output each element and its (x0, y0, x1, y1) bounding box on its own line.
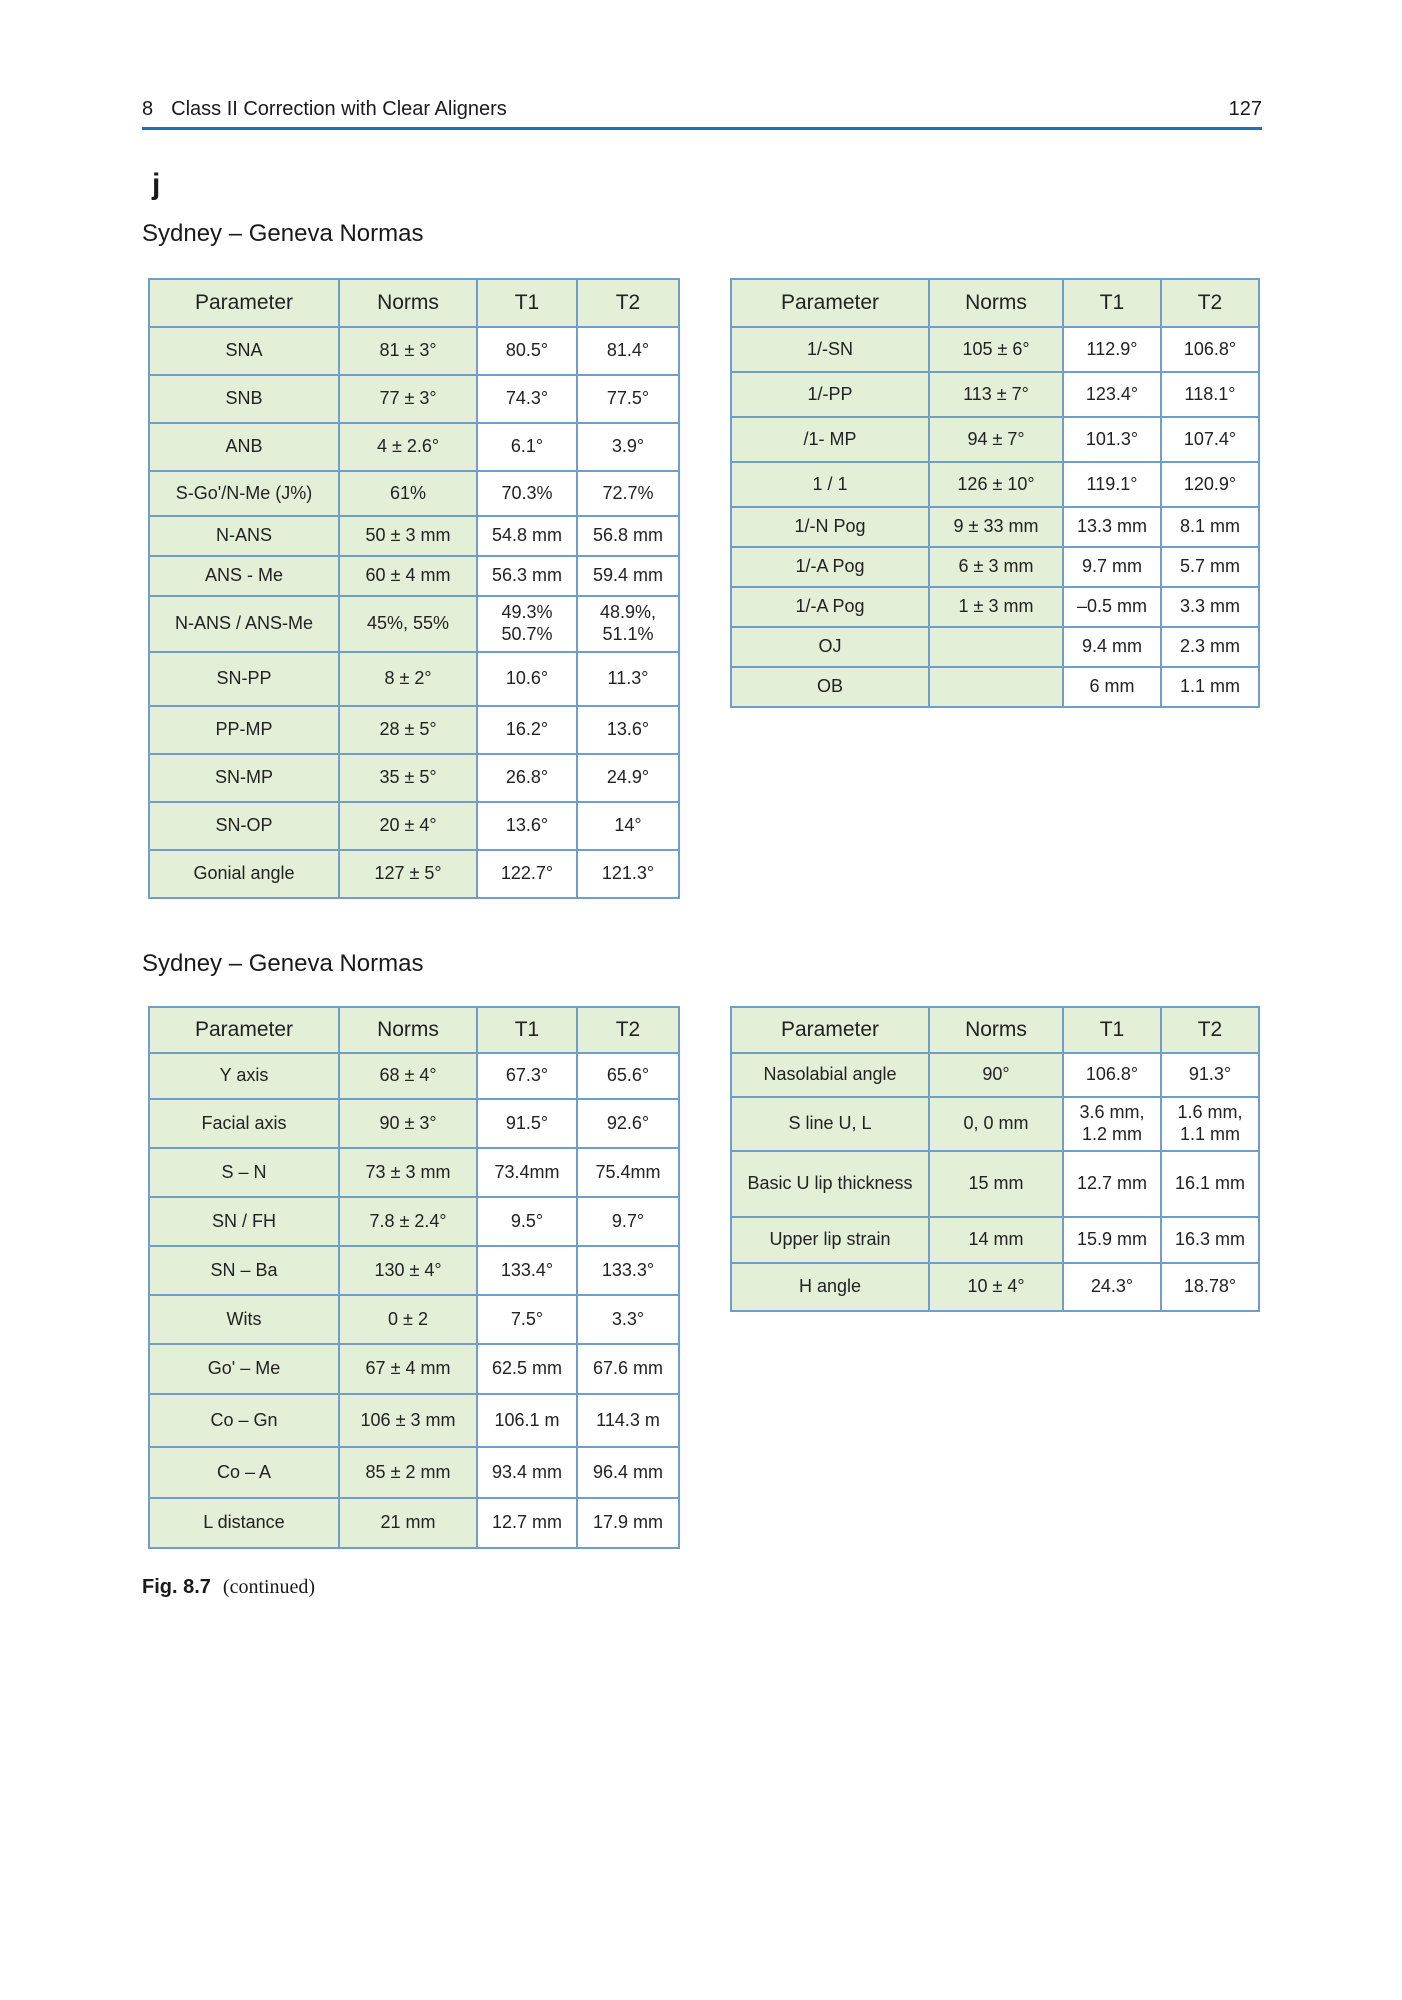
t2-cell: 77.5° (577, 375, 679, 423)
param-cell: SNA (149, 327, 339, 375)
table-header-row (149, 279, 679, 327)
table-header-row (149, 1007, 679, 1053)
table-row (149, 1099, 679, 1148)
norm-cell: 105 ± 6° (929, 327, 1063, 372)
column-header: Norms (339, 1007, 477, 1053)
param-cell: 1/-SN (731, 327, 929, 372)
norm-cell: 45%, 55% (339, 596, 477, 652)
param-cell: S – N (149, 1148, 339, 1197)
figure-label: Fig. 8.7 (142, 1576, 211, 1598)
t1-cell: 24.3° (1063, 1263, 1161, 1311)
t2-cell: 16.1 mm (1161, 1151, 1259, 1217)
column-header: T2 (577, 1007, 679, 1053)
t1-cell: 9.4 mm (1063, 627, 1161, 667)
t1-cell: 106.8° (1063, 1053, 1161, 1097)
t2-cell: 91.3° (1161, 1053, 1259, 1097)
t2-cell: 17.9 mm (577, 1498, 679, 1548)
chapter-number: 8 (142, 98, 154, 120)
norm-cell: 6 ± 3 mm (929, 547, 1063, 587)
column-header: Norms (339, 279, 477, 327)
param-cell: Wits (149, 1295, 339, 1344)
norm-cell: 113 ± 7° (929, 372, 1063, 417)
table-row (731, 667, 1259, 707)
column-header: Norms (929, 1007, 1063, 1053)
param-cell: Go' – Me (149, 1344, 339, 1394)
table-row (149, 754, 679, 802)
t2-cell: 118.1° (1161, 372, 1259, 417)
param-cell: Gonial angle (149, 850, 339, 898)
param-cell: PP-MP (149, 706, 339, 754)
norm-cell: 127 ± 5° (339, 850, 477, 898)
page-number: 127 (1228, 98, 1262, 120)
table-row (149, 1394, 679, 1447)
t1-cell: 56.3 mm (477, 556, 577, 596)
column-header: T1 (1063, 279, 1161, 327)
t2-cell: 8.1 mm (1161, 507, 1259, 547)
norm-cell: 15 mm (929, 1151, 1063, 1217)
t2-cell: 9.7° (577, 1197, 679, 1246)
t1-cell: 6 mm (1063, 667, 1161, 707)
t1-cell: 54.8 mm (477, 516, 577, 556)
column-header: Parameter (149, 1007, 339, 1053)
table-row (731, 1217, 1259, 1263)
t1-cell: 122.7° (477, 850, 577, 898)
table-row (731, 627, 1259, 667)
norm-cell: 94 ± 7° (929, 417, 1063, 462)
table-row (731, 327, 1259, 372)
param-cell: L distance (149, 1498, 339, 1548)
table-skeletal-norms-2 (148, 1006, 680, 1549)
norm-cell: 28 ± 5° (339, 706, 477, 754)
param-cell: 1/-A Pog (731, 587, 929, 627)
norm-cell: 130 ± 4° (339, 1246, 477, 1295)
t1-cell: 16.2° (477, 706, 577, 754)
t1-cell: 91.5° (477, 1099, 577, 1148)
column-header: Norms (929, 279, 1063, 327)
t1-cell: 106.1 m (477, 1394, 577, 1447)
table-row (149, 375, 679, 423)
table-skeletal-norms (148, 278, 680, 899)
param-cell: H angle (731, 1263, 929, 1311)
column-header: T2 (577, 279, 679, 327)
param-cell: OB (731, 667, 929, 707)
norm-cell (929, 667, 1063, 707)
t2-cell: 18.78° (1161, 1263, 1259, 1311)
t1-cell: 13.6° (477, 802, 577, 850)
t1-cell: 9.5° (477, 1197, 577, 1246)
t1-cell: 74.3° (477, 375, 577, 423)
column-header: T1 (1063, 1007, 1161, 1053)
t2-cell: 3.3° (577, 1295, 679, 1344)
t2-cell: 3.3 mm (1161, 587, 1259, 627)
param-cell: Facial axis (149, 1099, 339, 1148)
param-cell: ANS - Me (149, 556, 339, 596)
table-dental-norms (730, 278, 1260, 708)
table-row (149, 327, 679, 375)
figure-caption (142, 1576, 315, 1599)
t1-cell: 112.9° (1063, 327, 1161, 372)
t1-cell: 10.6° (477, 652, 577, 706)
param-cell: SN-PP (149, 652, 339, 706)
param-cell: 1 / 1 (731, 462, 929, 507)
t2-cell: 133.3° (577, 1246, 679, 1295)
table-row (149, 1498, 679, 1548)
table-row (731, 1263, 1259, 1311)
norm-cell: 21 mm (339, 1498, 477, 1548)
t2-cell: 48.9%, 51.1% (577, 596, 679, 652)
column-header: T2 (1161, 1007, 1259, 1053)
param-cell: Upper lip strain (731, 1217, 929, 1263)
column-header: T1 (477, 1007, 577, 1053)
norm-cell: 77 ± 3° (339, 375, 477, 423)
table-row (731, 587, 1259, 627)
param-cell: S line U, L (731, 1097, 929, 1151)
t2-cell: 11.3° (577, 652, 679, 706)
column-header: T1 (477, 279, 577, 327)
panel-letter: j (152, 168, 161, 201)
param-cell: 1/-A Pog (731, 547, 929, 587)
table-soft-tissue-norms (730, 1006, 1260, 1312)
norm-cell: 8 ± 2° (339, 652, 477, 706)
figure-caption-text: (continued) (222, 1576, 316, 1598)
norm-cell: 90 ± 3° (339, 1099, 477, 1148)
table-row (149, 1295, 679, 1344)
section-title-2: Sydney – Geneva Normas (142, 950, 424, 977)
table-row (731, 547, 1259, 587)
norm-cell: 85 ± 2 mm (339, 1447, 477, 1498)
table-row (731, 462, 1259, 507)
t2-cell: 96.4 mm (577, 1447, 679, 1498)
table-row (149, 1148, 679, 1197)
table-row (731, 1097, 1259, 1151)
table-row (731, 507, 1259, 547)
table-row (149, 1053, 679, 1099)
norm-cell: 60 ± 4 mm (339, 556, 477, 596)
t1-cell: 9.7 mm (1063, 547, 1161, 587)
t2-cell: 3.9° (577, 423, 679, 471)
t1-cell: 6.1° (477, 423, 577, 471)
param-cell: OJ (731, 627, 929, 667)
norm-cell (929, 627, 1063, 667)
t2-cell: 120.9° (1161, 462, 1259, 507)
param-cell: N-ANS / ANS-Me (149, 596, 339, 652)
param-cell: /1- MP (731, 417, 929, 462)
norm-cell: 0, 0 mm (929, 1097, 1063, 1151)
t1-cell: 15.9 mm (1063, 1217, 1161, 1263)
t2-cell: 14° (577, 802, 679, 850)
table-row (149, 556, 679, 596)
t1-cell: 62.5 mm (477, 1344, 577, 1394)
t1-cell: 67.3° (477, 1053, 577, 1099)
norm-cell: 126 ± 10° (929, 462, 1063, 507)
t1-cell: 70.3% (477, 471, 577, 516)
table-header-row (731, 1007, 1259, 1053)
t2-cell: 72.7% (577, 471, 679, 516)
param-cell: Co – A (149, 1447, 339, 1498)
norm-cell: 50 ± 3 mm (339, 516, 477, 556)
param-cell: SN-MP (149, 754, 339, 802)
t1-cell: 93.4 mm (477, 1447, 577, 1498)
t2-cell: 1.1 mm (1161, 667, 1259, 707)
table-row (149, 471, 679, 516)
t2-cell: 67.6 mm (577, 1344, 679, 1394)
t1-cell: 73.4mm (477, 1148, 577, 1197)
table-row (149, 1447, 679, 1498)
t2-cell: 16.3 mm (1161, 1217, 1259, 1263)
t2-cell: 106.8° (1161, 327, 1259, 372)
norm-cell: 106 ± 3 mm (339, 1394, 477, 1447)
column-header: Parameter (731, 1007, 929, 1053)
t2-cell: 13.6° (577, 706, 679, 754)
norm-cell: 0 ± 2 (339, 1295, 477, 1344)
param-cell: 1/-PP (731, 372, 929, 417)
table-row (149, 1246, 679, 1295)
table-row (149, 516, 679, 556)
param-cell: Co – Gn (149, 1394, 339, 1447)
param-cell: Basic U lip thickness (731, 1151, 929, 1217)
t1-cell: 12.7 mm (1063, 1151, 1161, 1217)
t1-cell: 119.1° (1063, 462, 1161, 507)
table-header-row (731, 279, 1259, 327)
norm-cell: 67 ± 4 mm (339, 1344, 477, 1394)
param-cell: N-ANS (149, 516, 339, 556)
norm-cell: 4 ± 2.6° (339, 423, 477, 471)
t2-cell: 114.3 m (577, 1394, 679, 1447)
t2-cell: 121.3° (577, 850, 679, 898)
t1-cell: 49.3% 50.7% (477, 596, 577, 652)
norm-cell: 10 ± 4° (929, 1263, 1063, 1311)
table-row (149, 1344, 679, 1394)
t2-cell: 81.4° (577, 327, 679, 375)
t1-cell: 133.4° (477, 1246, 577, 1295)
norm-cell: 35 ± 5° (339, 754, 477, 802)
table-row (149, 802, 679, 850)
param-cell: SN-OP (149, 802, 339, 850)
t2-cell: 59.4 mm (577, 556, 679, 596)
param-cell: S-Go'/N-Me (J%) (149, 471, 339, 516)
column-header: T2 (1161, 279, 1259, 327)
t2-cell: 92.6° (577, 1099, 679, 1148)
norm-cell: 20 ± 4° (339, 802, 477, 850)
param-cell: SNB (149, 375, 339, 423)
param-cell: 1/-N Pog (731, 507, 929, 547)
chapter-title: Class II Correction with Clear Aligners (171, 98, 507, 120)
norm-cell: 81 ± 3° (339, 327, 477, 375)
t1-cell: 101.3° (1063, 417, 1161, 462)
section-title-1: Sydney – Geneva Normas (142, 220, 424, 247)
norm-cell: 61% (339, 471, 477, 516)
param-cell: SN – Ba (149, 1246, 339, 1295)
norm-cell: 73 ± 3 mm (339, 1148, 477, 1197)
norm-cell: 14 mm (929, 1217, 1063, 1263)
table-row (149, 706, 679, 754)
param-cell: ANB (149, 423, 339, 471)
norm-cell: 9 ± 33 mm (929, 507, 1063, 547)
t2-cell: 107.4° (1161, 417, 1259, 462)
t2-cell: 24.9° (577, 754, 679, 802)
table-row (731, 417, 1259, 462)
norm-cell: 7.8 ± 2.4° (339, 1197, 477, 1246)
t1-cell: 3.6 mm, 1.2 mm (1063, 1097, 1161, 1151)
table-row (149, 423, 679, 471)
param-cell: Nasolabial angle (731, 1053, 929, 1097)
t1-cell: 123.4° (1063, 372, 1161, 417)
t2-cell: 1.6 mm, 1.1 mm (1161, 1097, 1259, 1151)
t1-cell: 13.3 mm (1063, 507, 1161, 547)
t2-cell: 5.7 mm (1161, 547, 1259, 587)
column-header: Parameter (149, 279, 339, 327)
norm-cell: 68 ± 4° (339, 1053, 477, 1099)
t1-cell: –0.5 mm (1063, 587, 1161, 627)
column-header: Parameter (731, 279, 929, 327)
table-row (149, 596, 679, 652)
t2-cell: 56.8 mm (577, 516, 679, 556)
running-header (142, 96, 1262, 130)
param-cell: SN / FH (149, 1197, 339, 1246)
table-row (731, 372, 1259, 417)
table-row (149, 652, 679, 706)
table-row (149, 1197, 679, 1246)
table-row (731, 1053, 1259, 1097)
norm-cell: 1 ± 3 mm (929, 587, 1063, 627)
t1-cell: 12.7 mm (477, 1498, 577, 1548)
t2-cell: 65.6° (577, 1053, 679, 1099)
t1-cell: 7.5° (477, 1295, 577, 1344)
t1-cell: 26.8° (477, 754, 577, 802)
t2-cell: 75.4mm (577, 1148, 679, 1197)
norm-cell: 90° (929, 1053, 1063, 1097)
t1-cell: 80.5° (477, 327, 577, 375)
t2-cell: 2.3 mm (1161, 627, 1259, 667)
table-row (149, 850, 679, 898)
chapter-heading (142, 98, 507, 121)
param-cell: Y axis (149, 1053, 339, 1099)
table-row (731, 1151, 1259, 1217)
